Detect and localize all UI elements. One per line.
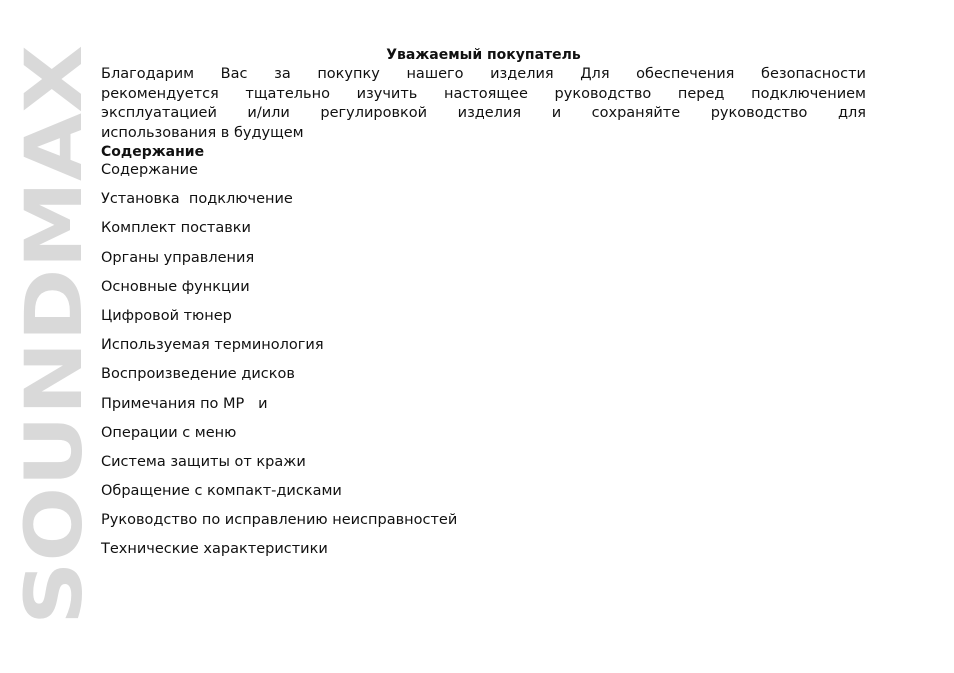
watermark-logo-text: SOUNDMAX: [10, 111, 100, 625]
intro-line: Благодарим Вас за покупку нашего изделия Для обеспечения безопасности: [101, 66, 866, 82]
document-page: [101, 46, 866, 570]
toc-item: Основные функции: [101, 278, 250, 295]
intro-line: использования в будущем: [101, 124, 304, 141]
toc-item: Руководство по исправлению неисправностей: [101, 512, 458, 529]
toc-item: Примечания по MP и: [101, 395, 268, 412]
toc-item: Органы управления: [101, 249, 255, 266]
toc-item: Операции с меню: [101, 424, 237, 441]
toc-item: Установка подключение: [101, 191, 293, 208]
document-heading: Уважаемый покупатель: [386, 47, 581, 63]
toc-item: Используемая терминология: [101, 337, 324, 354]
toc-item: Система защиты от кражи: [101, 453, 306, 470]
soundmax-watermark: [10, 40, 100, 630]
toc-item: Цифровой тюнер: [101, 307, 232, 324]
toc-item: Технические характеристики: [101, 541, 328, 558]
intro-line: рекомендуется тщательно изучить настоящее руководство перед подключением: [101, 85, 866, 102]
intro-line: эксплуатацией и/или регулировкой изделия и сохраняйте руководство для: [101, 105, 866, 121]
toc-item: Обращение с компакт-дисками: [101, 483, 342, 500]
toc-heading: Содержание: [101, 144, 205, 160]
toc-item: Содержание: [101, 162, 198, 178]
toc-item: Воспроизведение дисков: [101, 366, 295, 383]
toc-item: Комплект поставки: [101, 220, 251, 237]
table-of-contents: [101, 161, 866, 570]
intro-paragraph: [101, 65, 866, 143]
